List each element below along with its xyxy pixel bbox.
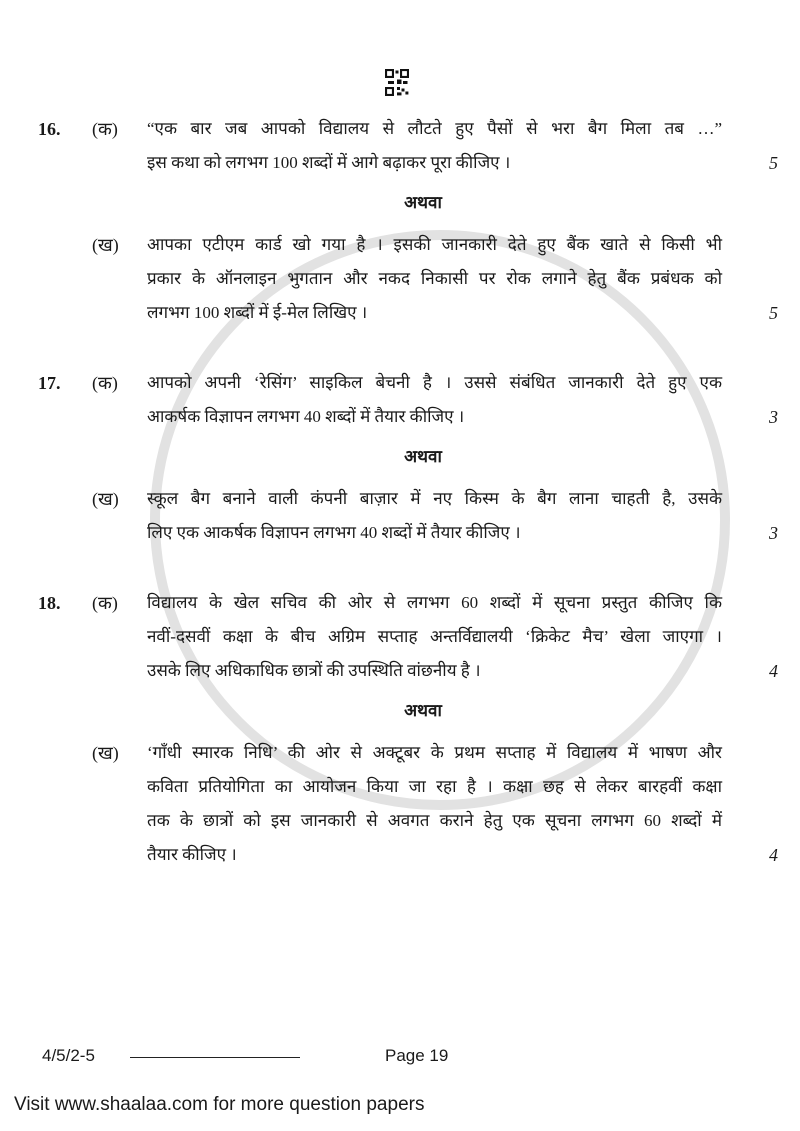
question-number: 16. — [38, 119, 61, 139]
marks: 5 — [769, 153, 778, 173]
or-separator: अथवा — [404, 447, 442, 466]
question-list — [38, 112, 778, 908]
or-separator: अथवा — [404, 193, 442, 212]
question-line: इस कथा को लगभग 100 शब्दों में आगे बढ़ाकर पूरा कीजिए । — [147, 153, 511, 172]
question-line: आकर्षक विज्ञापन लगभग 40 शब्दों में तैयार कीजिए । — [147, 407, 465, 426]
question-16 — [38, 112, 778, 330]
question-part — [38, 112, 778, 180]
part-label: (क) — [92, 373, 118, 393]
question-line: तैयार कीजिए । — [147, 845, 237, 864]
question-line: लिए एक आकर्षक विज्ञापन लगभग 40 शब्दों में तैयार कीजिए । — [147, 523, 521, 542]
question-line: विद्यालय के खेल सचिव की ओर से लगभग 60 शब्दों में सूचना प्रस्तुत कीजिए कि — [147, 593, 722, 612]
question-line: प्रकार के ऑनलाइन भुगतान और नकद निकासी पर रोक लगाने हेतु बैंक प्रबंधक को — [147, 269, 722, 288]
question-part — [38, 586, 778, 688]
question-part — [38, 736, 778, 872]
marks: 5 — [769, 303, 778, 323]
part-label: (ख) — [92, 235, 119, 255]
question-18 — [38, 586, 778, 872]
footer-divider — [130, 1057, 300, 1058]
question-line: आपको अपनी ‘रेसिंग’ साइकिल बेचनी है । उससे संबंधित जानकारी देते हुए एक — [147, 373, 722, 392]
question-line: कविता प्रतियोगिता का आयोजन किया जा रहा है । कक्षा छह से लेकर बारहवीं कक्षा — [147, 777, 722, 796]
question-line: लगभग 100 शब्दों में ई-मेल लिखिए । — [147, 303, 368, 322]
question-part — [38, 228, 778, 330]
question-line: स्कूल बैग बनाने वाली कंपनी बाज़ार में नए किस्म के बैग लाना चाहती है, उसके — [147, 489, 722, 508]
or-separator: अथवा — [404, 701, 442, 720]
marks: 3 — [769, 407, 778, 427]
question-line: तक के छात्रों को इस जानकारी से अवगत कराने हेतु एक सूचना लगभग 60 शब्दों में — [147, 811, 722, 830]
marks: 3 — [769, 523, 778, 543]
question-part — [38, 482, 778, 550]
part-label: (ख) — [92, 489, 119, 509]
question-line: आपका एटीएम कार्ड खो गया है । इसकी जानकारी देते हुए बैंक खाते से किसी भी — [147, 235, 722, 254]
shaalaa-banner[interactable]: Visit www.shaalaa.com for more question papers — [14, 1094, 425, 1115]
question-number: 18. — [38, 593, 61, 613]
part-label: (क) — [92, 593, 118, 613]
question-line: ‘गाँधी स्मारक निधि’ की ओर से अक्टूबर के प्रथम सप्ताह में विद्यालय में भाषण और — [147, 743, 722, 762]
page-number: Page 19 — [385, 1046, 449, 1065]
marks: 4 — [769, 661, 778, 681]
qr-code-icon — [385, 69, 409, 96]
part-label: (ख) — [92, 743, 119, 763]
question-line: उसके लिए अधिकाधिक छात्रों की उपस्थिति वांछनीय है । — [147, 661, 481, 680]
question-17 — [38, 366, 778, 550]
question-number: 17. — [38, 373, 61, 393]
question-part — [38, 366, 778, 434]
paper-code: 4/5/2-5 — [42, 1046, 95, 1065]
question-line: “एक बार जब आपको विद्यालय से लौटते हुए पैसों से भरा बैग मिला तब …” — [147, 119, 722, 138]
question-line: नवीं-दसवीं कक्षा के बीच अग्रिम सप्ताह अन्तर्विद्यालयी ‘क्रिकेट मैच’ खेला जाएगा । — [147, 627, 722, 646]
part-label: (क) — [92, 119, 118, 139]
marks: 4 — [769, 845, 778, 865]
